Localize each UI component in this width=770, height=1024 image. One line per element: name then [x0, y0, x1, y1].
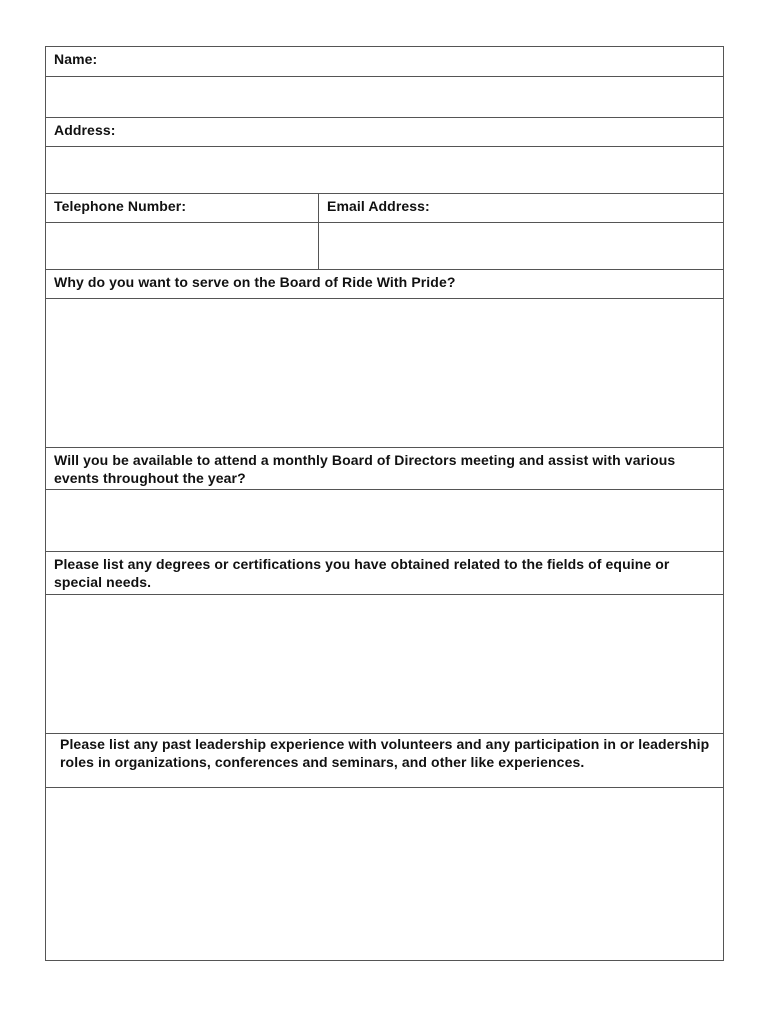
- telephone-answer-field[interactable]: [46, 223, 319, 269]
- availability-question: Will you be available to attend a monthly Board of Directors meeting and assist with various events throughout the year?: [54, 452, 676, 486]
- degrees-answer-field[interactable]: [46, 595, 723, 734]
- name-answer-field[interactable]: [46, 77, 723, 118]
- email-label: Email Address:: [327, 198, 430, 214]
- address-label: Address:: [54, 122, 116, 138]
- telephone-label: Telephone Number:: [54, 198, 187, 214]
- why-serve-question: Why do you want to serve on the Board of Ride With Pride?: [54, 274, 456, 290]
- leadership-question: Please list any past leadership experience with volunteers and any participation in or leadership roles in organizations, conferences and seminars, and other like experiences.: [60, 736, 710, 770]
- contact-label-row: [46, 194, 723, 223]
- address-answer-field[interactable]: [46, 147, 723, 194]
- name-label-row: [46, 47, 723, 77]
- availability-question-row: [46, 448, 723, 490]
- email-answer-field[interactable]: [319, 223, 723, 269]
- email-label-cell: [319, 194, 723, 222]
- why-serve-question-row: [46, 270, 723, 299]
- leadership-question-row: [46, 734, 723, 788]
- contact-answer-row: [46, 223, 723, 270]
- name-label: Name:: [54, 51, 98, 67]
- leadership-answer-field[interactable]: [46, 788, 723, 960]
- degrees-question-row: [46, 552, 723, 595]
- why-serve-answer-field[interactable]: [46, 299, 723, 448]
- board-application-form: [45, 46, 724, 961]
- availability-answer-field[interactable]: [46, 490, 723, 552]
- telephone-label-cell: [46, 194, 319, 222]
- address-label-row: [46, 118, 723, 147]
- degrees-question: Please list any degrees or certifications you have obtained related to the fields of equine or special needs.: [54, 556, 670, 590]
